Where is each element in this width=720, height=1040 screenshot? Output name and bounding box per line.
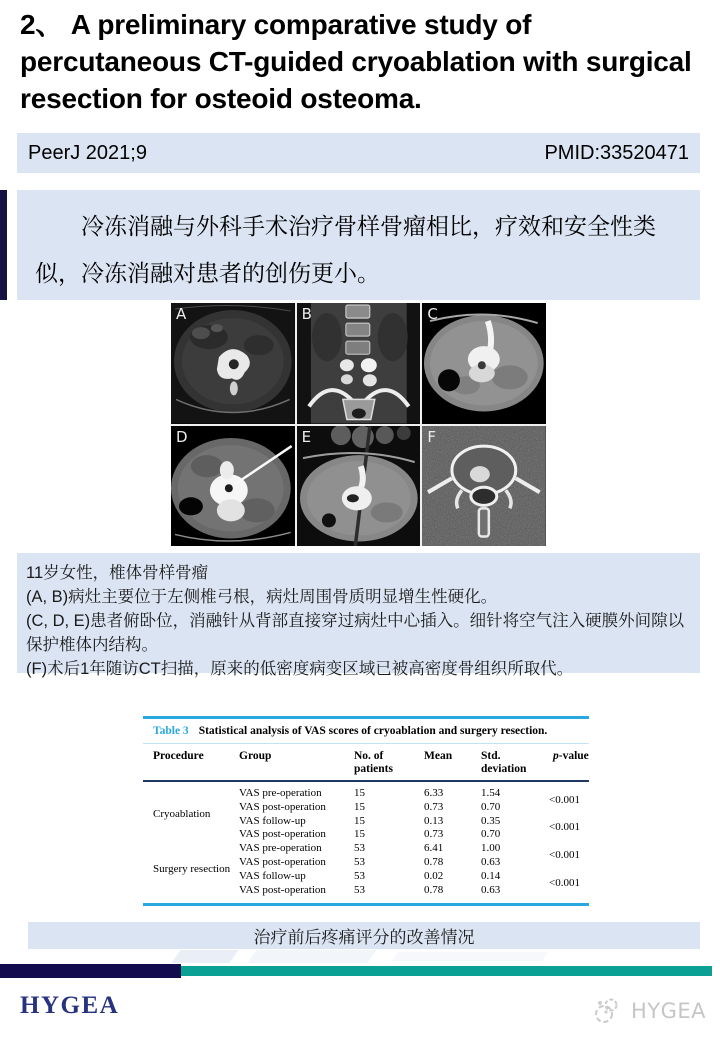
note-bar (28, 922, 700, 949)
panel-label: F (427, 427, 436, 446)
col-header-mean: Mean (424, 750, 453, 762)
hygea-watermark (591, 996, 706, 1026)
footer-streak (171, 950, 238, 963)
table-cell: 0.73 (424, 828, 444, 841)
caption-line: (A, B)病灶主要位于左侧椎弓根，病灶周围骨质明显增生性硬化。 (26, 588, 498, 606)
citation-bar (17, 133, 700, 173)
procedure-cell: Surgery resection (153, 863, 231, 876)
ct-axial-scan-image (422, 303, 546, 424)
panel-label: D (176, 427, 188, 446)
ct-panel-f (422, 426, 546, 547)
pvalue-cell: <0.001 (549, 793, 580, 806)
ct-panel-a (171, 303, 295, 424)
table-cell: 53 (354, 855, 365, 868)
note-text: 治疗前后疼痛评分的改善情况 (253, 928, 475, 947)
table-cell: 0.63 (481, 883, 501, 896)
watermark-text: HYGEA (630, 999, 706, 1023)
table-header-row (143, 744, 589, 782)
table-cell: 0.78 (424, 855, 444, 868)
table-cell: VAS pre-operation (239, 787, 322, 799)
table-cell: VAS post-operation (239, 883, 326, 896)
pmid-reference: PMID:33520471 (544, 141, 689, 164)
page-title: 2、 A preliminary comparative study of percutaneous CT-guided cryoablation with surgical resection for osteoid osteoma. (20, 9, 692, 114)
col-header-std: Std. deviation (481, 750, 527, 775)
footer-teal-bar (181, 966, 712, 976)
pvalue-cell: <0.001 (549, 849, 580, 862)
table-cell: 0.70 (481, 800, 501, 813)
col-header-pvalue: p-value (553, 750, 589, 762)
caption-line: (C, D, E)患者俯卧位，消融针从背部直接穿过病灶中心插入。细针将空气注入硬膜外间隙以保护椎体内结构。 (26, 612, 685, 654)
journal-reference: PeerJ 2021;9 (28, 141, 147, 164)
table-cell: VAS pre-operation (239, 842, 322, 855)
footer-streak (392, 952, 548, 961)
procedure-cell: Cryoablation (153, 808, 211, 821)
summary-box (17, 190, 700, 300)
col-header-procedure: Procedure (153, 750, 204, 762)
caption-line: 11岁女性，椎体骨样骨瘤 (26, 564, 209, 582)
panel-label: B (301, 305, 312, 323)
pvalue-cell: <0.001 (549, 876, 580, 889)
left-accent-bar (0, 190, 7, 300)
table-cell: 0.14 (481, 869, 501, 882)
table-caption-text: Statistical analysis of VAS scores of cryoablation and surgery resection. (198, 725, 548, 737)
table-cell: 0.73 (424, 800, 444, 813)
table-cell: 0.02 (424, 869, 444, 882)
table-cell: VAS post-operation (239, 828, 326, 841)
ct-panel-b (297, 303, 421, 424)
table-cell: 6.41 (424, 842, 444, 855)
summary-text: 冷冻消融与外科手术治疗骨样骨瘤相比，疗效和安全性类似，冷冻消融对患者的创伤更小。 (35, 213, 656, 286)
table-cell: 0.63 (481, 855, 501, 868)
caption-line: (F)术后1年随访CT扫描，原来的低密度病变区域已被高密度骨组织所取代。 (26, 660, 574, 678)
pvalue-cell: <0.001 (549, 821, 580, 834)
ct-coronal-scan-image (297, 303, 421, 424)
ct-panel-c (422, 303, 546, 424)
table-body (143, 782, 589, 903)
table-cell: 0.70 (481, 828, 501, 841)
table-cell: 1.54 (481, 787, 501, 799)
ct-bone-window-scan-image (422, 426, 546, 547)
table-cell: VAS post-operation (239, 800, 326, 813)
figure-caption-box (17, 553, 700, 678)
table-caption (143, 719, 589, 744)
col-header-group: Group (239, 750, 272, 762)
table-cell: VAS follow-up (239, 869, 306, 882)
table-cell: 53 (354, 869, 365, 882)
panel-label: A (176, 305, 187, 323)
table-cell: 0.13 (424, 814, 444, 827)
hygea-watermark-icon (591, 996, 625, 1026)
vas-statistics-table (143, 716, 589, 906)
table-cell: 15 (354, 828, 365, 841)
table-cell: 1.00 (481, 842, 501, 855)
hygea-logo-text: HYGEA (20, 992, 120, 1019)
footer-navy-bar (0, 964, 181, 978)
table-cell: 53 (354, 883, 365, 896)
panel-label: C (427, 305, 438, 323)
table-cell: 53 (354, 842, 365, 855)
ct-panel-d (171, 426, 295, 547)
panel-label: E (301, 427, 312, 446)
table-cell: 15 (354, 787, 365, 799)
ct-axial-needle-scan-image (297, 426, 421, 547)
col-header-patients: No. of patients (354, 750, 393, 775)
ct-axial-needle-scan-image (171, 426, 295, 547)
ct-axial-scan-image (171, 303, 295, 424)
table-cell: 15 (354, 800, 365, 813)
table-number-label: Table 3 (153, 725, 189, 737)
footer-streak (247, 950, 376, 963)
table-cell: VAS follow-up (239, 814, 306, 827)
table-cell: VAS post-operation (239, 855, 326, 868)
table-cell: 0.35 (481, 814, 501, 827)
ct-panel-e (297, 426, 421, 547)
table-cell: 0.78 (424, 883, 444, 896)
ct-figure-grid (171, 303, 546, 546)
table-cell: 6.33 (424, 787, 444, 799)
table-cell: 15 (354, 814, 365, 827)
